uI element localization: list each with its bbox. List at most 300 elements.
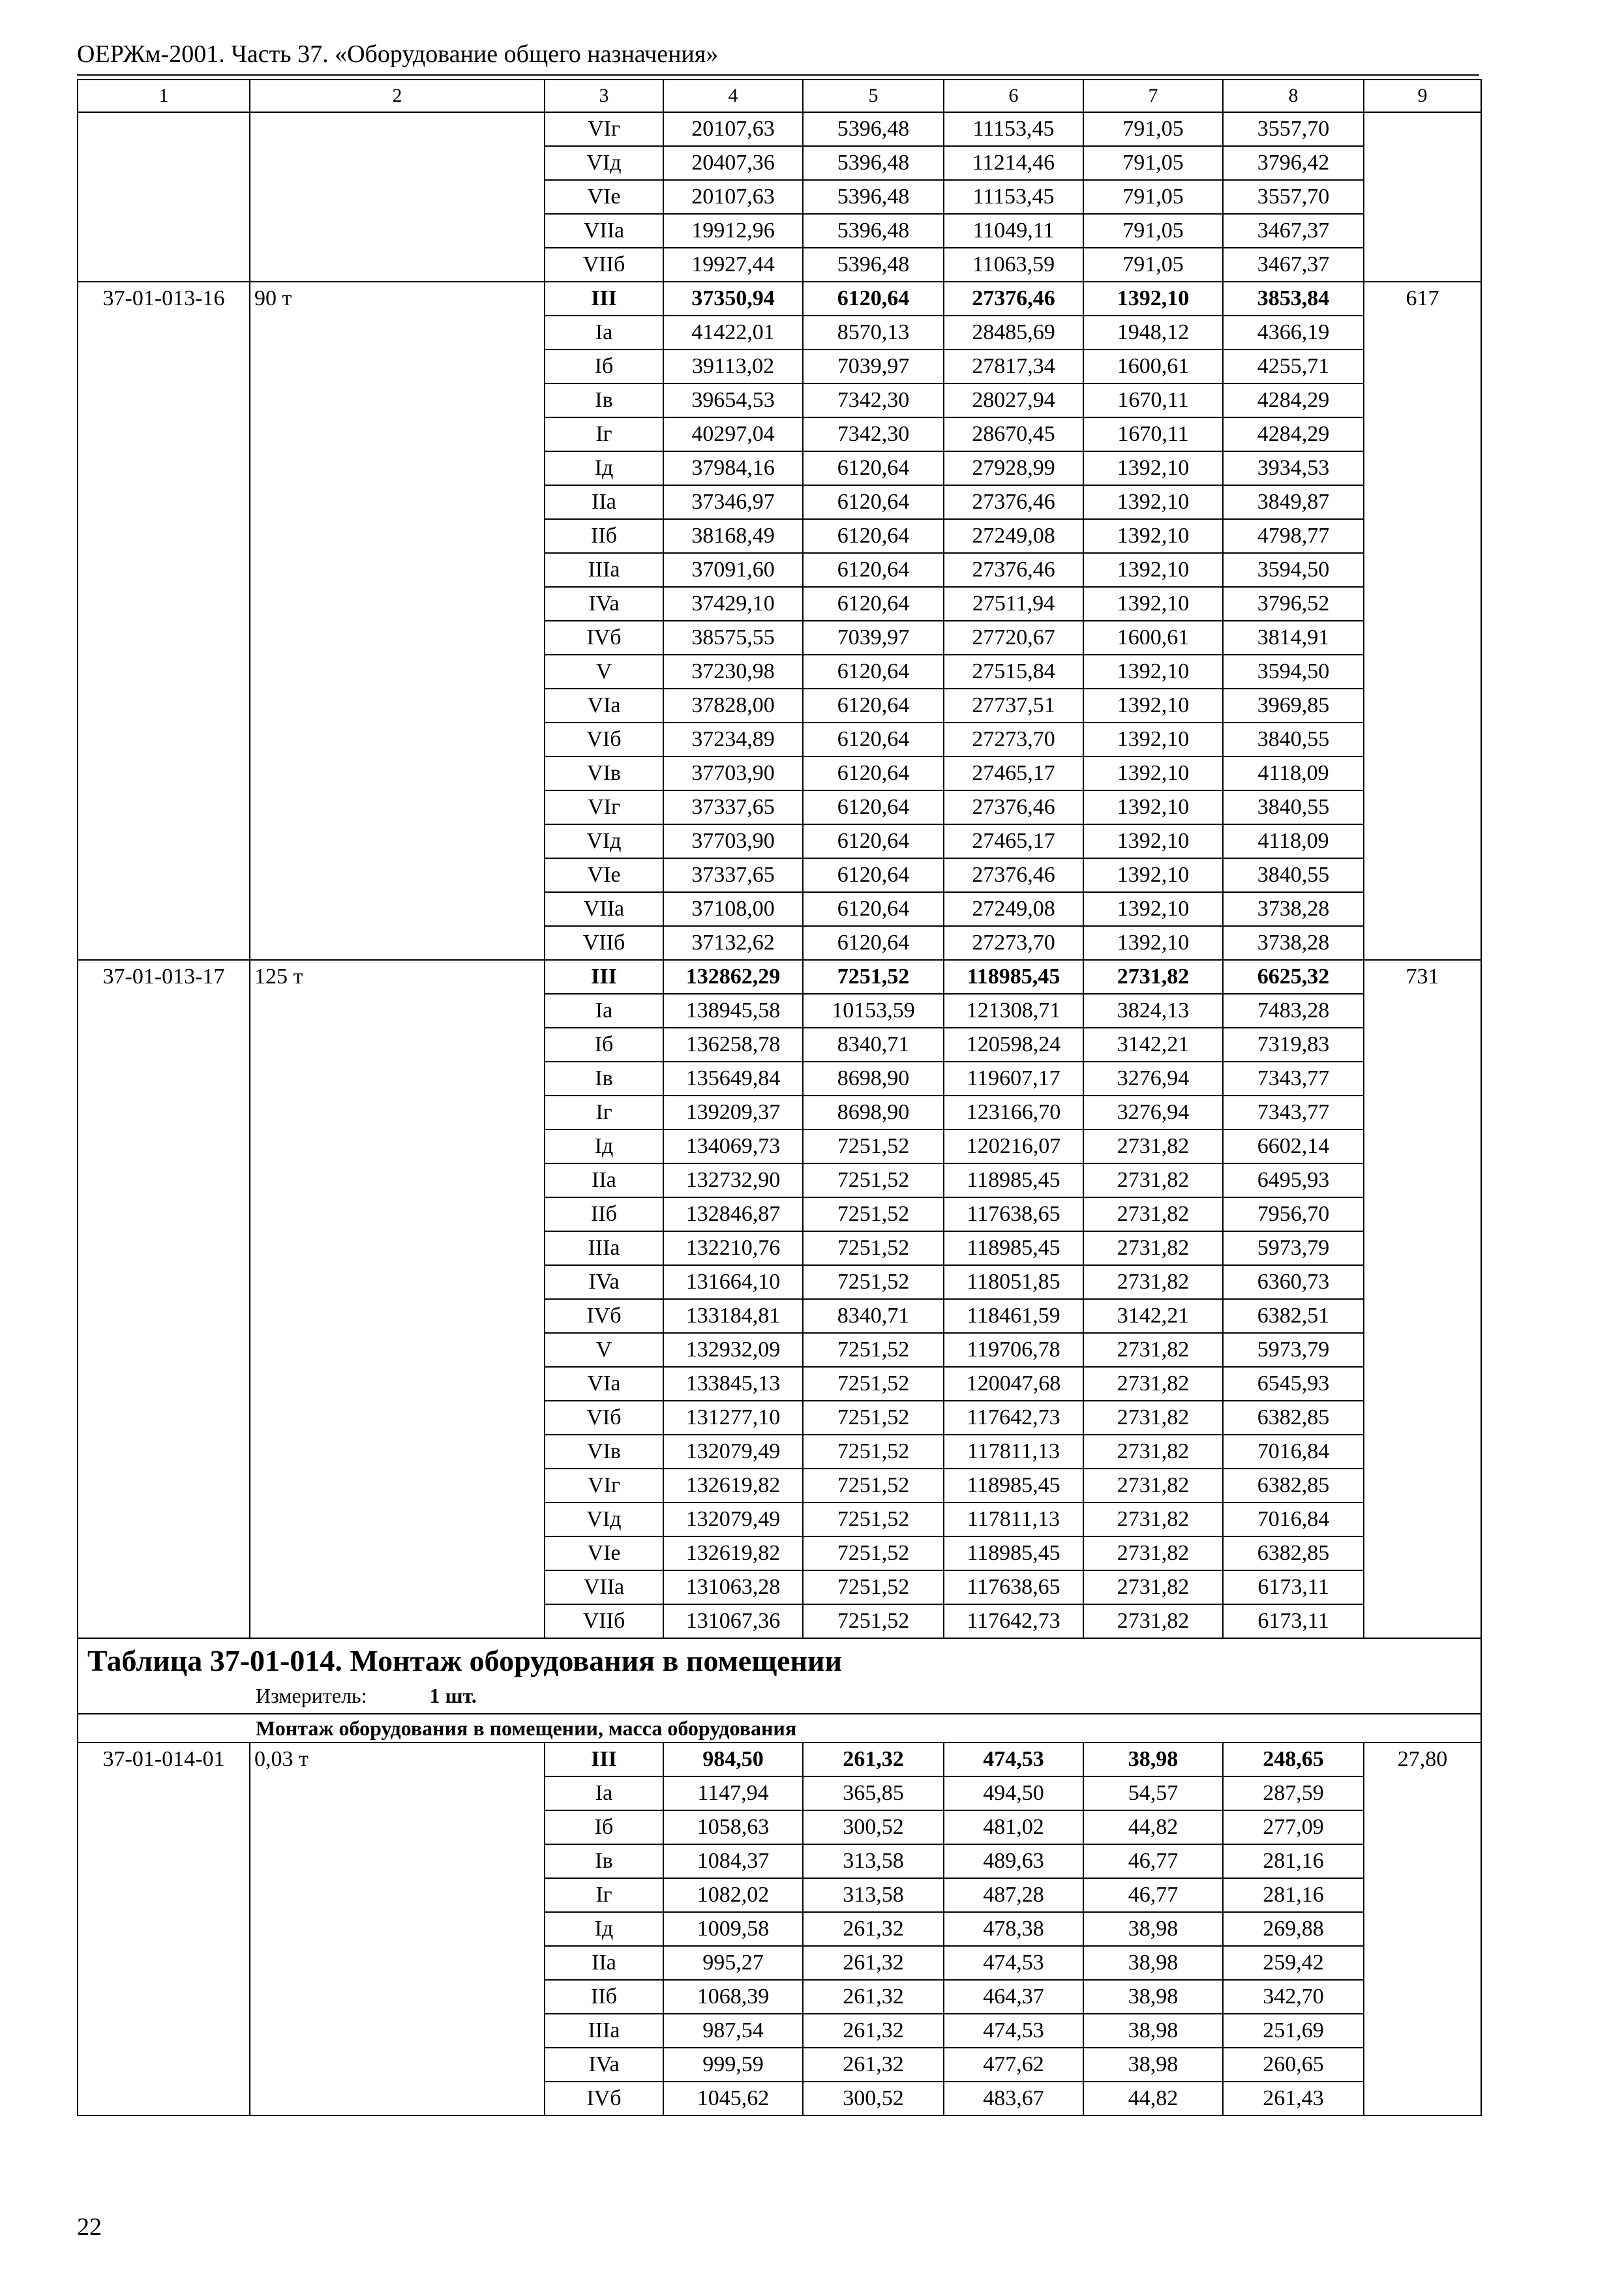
value-cell: 8340,71	[803, 1028, 944, 1062]
value-cell: 27928,99	[944, 451, 1083, 485]
zone-cell: Iг	[545, 417, 663, 451]
value-cell: 3934,53	[1223, 451, 1364, 485]
value-cell: 132932,09	[663, 1333, 803, 1367]
subheading-row	[78, 1714, 1481, 1743]
zone-cell: VIIб	[545, 248, 663, 282]
zone-cell: Iв	[545, 383, 663, 417]
value-cell: 477,62	[944, 2048, 1083, 2082]
rate-code: 37-01-014-01	[78, 1743, 250, 2116]
value-cell: 27249,08	[944, 519, 1083, 553]
value-cell: 132079,49	[663, 1435, 803, 1469]
value-cell: 474,53	[944, 1946, 1083, 1980]
value-cell: 2731,82	[1083, 1333, 1223, 1367]
value-cell: 6120,64	[803, 723, 944, 756]
value-cell: 2731,82	[1083, 1435, 1223, 1469]
value-cell: 2731,82	[1083, 1367, 1223, 1401]
value-cell: 27465,17	[944, 824, 1083, 858]
value-cell: 27720,67	[944, 621, 1083, 655]
value-cell: 474,53	[944, 2014, 1083, 2048]
zone-cell: VIг	[545, 112, 663, 146]
value-cell: 7251,52	[803, 1503, 944, 1536]
zone-cell: V	[545, 655, 663, 689]
value-cell: 7251,52	[803, 1570, 944, 1604]
value-cell: 38,98	[1083, 1980, 1223, 2014]
value-cell: 132619,82	[663, 1536, 803, 1570]
value-cell: 118985,45	[944, 1163, 1083, 1197]
value-cell: 27515,84	[944, 655, 1083, 689]
value-cell: 6120,64	[803, 519, 944, 553]
zone-cell: Ia	[545, 1776, 663, 1810]
value-cell: 2731,82	[1083, 1536, 1223, 1570]
value-cell: 37091,60	[663, 553, 803, 587]
value-cell: 135649,84	[663, 1062, 803, 1096]
value-cell: 259,42	[1223, 1946, 1364, 1980]
zone-cell: VIг	[545, 790, 663, 824]
value-cell: 791,05	[1083, 146, 1223, 180]
value-cell: 37108,00	[663, 892, 803, 926]
header-rule	[77, 74, 1479, 76]
rate-code	[78, 112, 250, 282]
zone-cell: IVб	[545, 2082, 663, 2116]
value-cell: 1392,10	[1083, 824, 1223, 858]
value-cell: 6120,64	[803, 756, 944, 790]
value-cell: 6360,73	[1223, 1265, 1364, 1299]
value-cell: 6120,64	[803, 858, 944, 892]
zone-cell: VIe	[545, 1536, 663, 1570]
value-cell: 261,32	[803, 2048, 944, 2082]
value-cell: 2731,82	[1083, 1231, 1223, 1265]
zone-cell: III	[545, 960, 663, 994]
zone-cell: Iб	[545, 1810, 663, 1844]
value-cell: 133184,81	[663, 1299, 803, 1333]
rate-name: 0,03 т	[250, 1743, 545, 2116]
value-cell: 7039,97	[803, 350, 944, 383]
value-cell: 11214,46	[944, 146, 1083, 180]
value-cell: 27376,46	[944, 485, 1083, 519]
value-cell: 4255,71	[1223, 350, 1364, 383]
zone-cell: Iв	[545, 1062, 663, 1096]
value-cell: 3276,94	[1083, 1062, 1223, 1096]
value-cell: 2731,82	[1083, 1197, 1223, 1231]
value-cell: 2731,82	[1083, 1163, 1223, 1197]
rate-value: 731	[1364, 960, 1481, 1638]
value-cell: 478,38	[944, 1912, 1083, 1946]
value-cell: 261,43	[1223, 2082, 1364, 2116]
value-cell: 27376,46	[944, 790, 1083, 824]
zone-cell: Iб	[545, 350, 663, 383]
value-cell: 38,98	[1083, 1946, 1223, 1980]
value-cell: 7342,30	[803, 383, 944, 417]
value-cell: 120598,24	[944, 1028, 1083, 1062]
table-row	[78, 112, 1481, 146]
value-cell: 6120,64	[803, 824, 944, 858]
value-cell: 37703,90	[663, 756, 803, 790]
value-cell: 6382,85	[1223, 1469, 1364, 1503]
value-cell: 5396,48	[803, 112, 944, 146]
value-cell: 1670,11	[1083, 417, 1223, 451]
zone-cell: IIa	[545, 1163, 663, 1197]
value-cell: 3142,21	[1083, 1299, 1223, 1333]
value-cell: 5973,79	[1223, 1333, 1364, 1367]
value-cell: 2731,82	[1083, 1469, 1223, 1503]
zone-cell: VIIб	[545, 1604, 663, 1638]
zone-cell: IVб	[545, 621, 663, 655]
value-cell: 3849,87	[1223, 485, 1364, 519]
value-cell: 27376,46	[944, 858, 1083, 892]
value-cell: 7342,30	[803, 417, 944, 451]
value-cell: 11153,45	[944, 112, 1083, 146]
value-cell: 7251,52	[803, 1604, 944, 1638]
zone-cell: VIд	[545, 824, 663, 858]
value-cell: 1392,10	[1083, 892, 1223, 926]
value-cell: 3969,85	[1223, 689, 1364, 723]
value-cell: 1670,11	[1083, 383, 1223, 417]
rate-value: 27,80	[1364, 1743, 1481, 2116]
value-cell: 27249,08	[944, 892, 1083, 926]
value-cell: 6382,51	[1223, 1299, 1364, 1333]
value-cell: 6382,85	[1223, 1401, 1364, 1435]
value-cell: 6120,64	[803, 282, 944, 316]
value-cell: 487,28	[944, 1878, 1083, 1912]
subheading: Монтаж оборудования в помещении, масса оборудования	[78, 1714, 1481, 1743]
value-cell: 6495,93	[1223, 1163, 1364, 1197]
value-cell: 136258,78	[663, 1028, 803, 1062]
value-cell: 7251,52	[803, 1435, 944, 1469]
zone-cell: VIIa	[545, 892, 663, 926]
table-body	[78, 80, 1481, 2116]
value-cell: 791,05	[1083, 180, 1223, 214]
value-cell: 281,16	[1223, 1878, 1364, 1912]
value-cell: 4118,09	[1223, 824, 1364, 858]
value-cell: 132210,76	[663, 1231, 803, 1265]
zone-cell: VIa	[545, 689, 663, 723]
value-cell: 38,98	[1083, 1743, 1223, 1776]
value-cell: 342,70	[1223, 1980, 1364, 2014]
value-cell: 11049,11	[944, 214, 1083, 248]
value-cell: 4118,09	[1223, 756, 1364, 790]
value-cell: 37230,98	[663, 655, 803, 689]
zone-cell: VIe	[545, 858, 663, 892]
table-title-row	[78, 1638, 1481, 1714]
zone-cell: VIд	[545, 146, 663, 180]
value-cell: 46,77	[1083, 1878, 1223, 1912]
value-cell: 1392,10	[1083, 553, 1223, 587]
value-cell: 2731,82	[1083, 1570, 1223, 1604]
table-row	[78, 960, 1481, 994]
value-cell: 1392,10	[1083, 689, 1223, 723]
value-cell: 6120,64	[803, 485, 944, 519]
value-cell: 3840,55	[1223, 858, 1364, 892]
rate-code: 37-01-013-17	[78, 960, 250, 1638]
value-cell: 138945,58	[663, 994, 803, 1028]
value-cell: 8570,13	[803, 316, 944, 350]
value-cell: 7251,52	[803, 1265, 944, 1299]
value-cell: 6382,85	[1223, 1536, 1364, 1570]
zone-cell: V	[545, 1333, 663, 1367]
value-cell: 131664,10	[663, 1265, 803, 1299]
value-cell: 7956,70	[1223, 1197, 1364, 1231]
value-cell: 251,69	[1223, 2014, 1364, 2048]
value-cell: 38,98	[1083, 1912, 1223, 1946]
value-cell: 1392,10	[1083, 926, 1223, 960]
value-cell: 118985,45	[944, 1469, 1083, 1503]
zone-cell: VIe	[545, 180, 663, 214]
column-number: 1	[78, 80, 250, 112]
value-cell: 7251,52	[803, 1163, 944, 1197]
zone-cell: Iв	[545, 1844, 663, 1878]
value-cell: 27376,46	[944, 553, 1083, 587]
zone-cell: VIв	[545, 756, 663, 790]
value-cell: 133845,13	[663, 1367, 803, 1401]
value-cell: 6120,64	[803, 553, 944, 587]
value-cell: 3594,50	[1223, 553, 1364, 587]
value-cell: 1392,10	[1083, 282, 1223, 316]
value-cell: 20107,63	[663, 180, 803, 214]
value-cell: 1392,10	[1083, 723, 1223, 756]
value-cell: 39113,02	[663, 350, 803, 383]
zone-cell: VIIa	[545, 1570, 663, 1604]
value-cell: 7319,83	[1223, 1028, 1364, 1062]
value-cell: 37337,65	[663, 790, 803, 824]
value-cell: 131063,28	[663, 1570, 803, 1604]
unit-label: Измеритель:	[256, 1684, 367, 1707]
value-cell: 6120,64	[803, 892, 944, 926]
zone-cell: IVa	[545, 1265, 663, 1299]
zone-cell: IVa	[545, 587, 663, 621]
rate-name	[250, 112, 545, 282]
value-cell: 1392,10	[1083, 451, 1223, 485]
value-cell: 5973,79	[1223, 1231, 1364, 1265]
column-number: 8	[1223, 80, 1364, 112]
value-cell: 3467,37	[1223, 248, 1364, 282]
value-cell: 313,58	[803, 1878, 944, 1912]
value-cell: 984,50	[663, 1743, 803, 1776]
value-cell: 260,65	[1223, 2048, 1364, 2082]
value-cell: 474,53	[944, 1743, 1083, 1776]
value-cell: 2731,82	[1083, 1401, 1223, 1435]
value-cell: 7251,52	[803, 1536, 944, 1570]
value-cell: 19912,96	[663, 214, 803, 248]
value-cell: 483,67	[944, 2082, 1083, 2116]
value-cell: 37346,97	[663, 485, 803, 519]
value-cell: 117642,73	[944, 1401, 1083, 1435]
value-cell: 3814,91	[1223, 621, 1364, 655]
column-number: 4	[663, 80, 803, 112]
value-cell: 1045,62	[663, 2082, 803, 2116]
value-cell: 139209,37	[663, 1096, 803, 1130]
zone-cell: IIIa	[545, 553, 663, 587]
zone-cell: Ia	[545, 316, 663, 350]
value-cell: 261,32	[803, 1980, 944, 2014]
value-cell: 54,57	[1083, 1776, 1223, 1810]
value-cell: 37350,94	[663, 282, 803, 316]
value-cell: 1392,10	[1083, 485, 1223, 519]
value-cell: 2731,82	[1083, 1130, 1223, 1163]
value-cell: 7251,52	[803, 960, 944, 994]
zone-cell: VIд	[545, 1503, 663, 1536]
value-cell: 987,54	[663, 2014, 803, 2048]
zone-cell: VIв	[545, 1435, 663, 1469]
zone-cell: Iд	[545, 451, 663, 485]
value-cell: 6602,14	[1223, 1130, 1364, 1163]
value-cell: 37132,62	[663, 926, 803, 960]
value-cell: 3840,55	[1223, 790, 1364, 824]
value-cell: 1392,10	[1083, 858, 1223, 892]
value-cell: 28670,45	[944, 417, 1083, 451]
value-cell: 1392,10	[1083, 519, 1223, 553]
value-cell: 6173,11	[1223, 1570, 1364, 1604]
value-cell: 37429,10	[663, 587, 803, 621]
rate-value: 617	[1364, 282, 1481, 960]
value-cell: 118051,85	[944, 1265, 1083, 1299]
zone-cell: Iг	[545, 1878, 663, 1912]
value-cell: 4284,29	[1223, 417, 1364, 451]
value-cell: 464,37	[944, 1980, 1083, 2014]
table-row	[78, 282, 1481, 316]
value-cell: 132079,49	[663, 1503, 803, 1536]
column-number: 6	[944, 80, 1083, 112]
value-cell: 3796,52	[1223, 587, 1364, 621]
column-number: 2	[250, 80, 545, 112]
price-table	[77, 79, 1481, 2116]
value-cell: 1600,61	[1083, 350, 1223, 383]
value-cell: 7039,97	[803, 621, 944, 655]
value-cell: 3738,28	[1223, 892, 1364, 926]
zone-cell: III	[545, 282, 663, 316]
value-cell: 20107,63	[663, 112, 803, 146]
value-cell: 120216,07	[944, 1130, 1083, 1163]
value-cell: 117638,65	[944, 1570, 1083, 1604]
zone-cell: III	[545, 1743, 663, 1776]
value-cell: 4798,77	[1223, 519, 1364, 553]
value-cell: 5396,48	[803, 214, 944, 248]
value-cell: 1084,37	[663, 1844, 803, 1878]
table-title-cell	[78, 1638, 1481, 1714]
value-cell: 3824,13	[1083, 994, 1223, 1028]
zone-cell: VIIa	[545, 214, 663, 248]
value-cell: 3738,28	[1223, 926, 1364, 960]
value-cell: 277,09	[1223, 1810, 1364, 1844]
value-cell: 7251,52	[803, 1197, 944, 1231]
value-cell: 6120,64	[803, 790, 944, 824]
zone-cell: IIб	[545, 1980, 663, 2014]
value-cell: 118461,59	[944, 1299, 1083, 1333]
zone-cell: VIг	[545, 1469, 663, 1503]
value-cell: 8698,90	[803, 1096, 944, 1130]
value-cell: 3594,50	[1223, 655, 1364, 689]
value-cell: 131277,10	[663, 1401, 803, 1435]
zone-cell: IIб	[545, 519, 663, 553]
value-cell: 132732,90	[663, 1163, 803, 1197]
value-cell: 7343,77	[1223, 1096, 1364, 1130]
value-cell: 117642,73	[944, 1604, 1083, 1638]
page-header: ОЕРЖм-2001. Часть 37. «Оборудование общего назначения»	[77, 40, 719, 68]
column-number: 9	[1364, 80, 1481, 112]
value-cell: 1948,12	[1083, 316, 1223, 350]
value-cell: 117638,65	[944, 1197, 1083, 1231]
value-cell: 44,82	[1083, 1810, 1223, 1844]
value-cell: 117811,13	[944, 1503, 1083, 1536]
zone-cell: VIб	[545, 1401, 663, 1435]
value-cell: 3142,21	[1083, 1028, 1223, 1062]
zone-cell: VIa	[545, 1367, 663, 1401]
value-cell: 7251,52	[803, 1333, 944, 1367]
value-cell: 7483,28	[1223, 994, 1364, 1028]
column-number: 5	[803, 80, 944, 112]
zone-cell: Ia	[545, 994, 663, 1028]
value-cell: 494,50	[944, 1776, 1083, 1810]
value-cell: 37337,65	[663, 858, 803, 892]
value-cell: 995,27	[663, 1946, 803, 1980]
rate-value	[1364, 112, 1481, 282]
value-cell: 1009,58	[663, 1912, 803, 1946]
value-cell: 38575,55	[663, 621, 803, 655]
value-cell: 6545,93	[1223, 1367, 1364, 1401]
value-cell: 27376,46	[944, 282, 1083, 316]
page-number: 22	[77, 2213, 102, 2241]
zone-cell: IIIa	[545, 2014, 663, 2048]
value-cell: 119607,17	[944, 1062, 1083, 1096]
value-cell: 1392,10	[1083, 655, 1223, 689]
value-cell: 28485,69	[944, 316, 1083, 350]
value-cell: 19927,44	[663, 248, 803, 282]
value-cell: 7251,52	[803, 1401, 944, 1435]
rate-name: 90 т	[250, 282, 545, 960]
value-cell: 261,32	[803, 1912, 944, 1946]
column-number: 7	[1083, 80, 1223, 112]
value-cell: 4284,29	[1223, 383, 1364, 417]
value-cell: 7251,52	[803, 1130, 944, 1163]
value-cell: 2731,82	[1083, 1503, 1223, 1536]
value-cell: 27273,70	[944, 723, 1083, 756]
value-cell: 791,05	[1083, 112, 1223, 146]
value-cell: 1082,02	[663, 1878, 803, 1912]
value-cell: 3557,70	[1223, 112, 1364, 146]
value-cell: 132846,87	[663, 1197, 803, 1231]
value-cell: 5396,48	[803, 248, 944, 282]
value-cell: 3840,55	[1223, 723, 1364, 756]
value-cell: 1392,10	[1083, 790, 1223, 824]
value-cell: 6120,64	[803, 655, 944, 689]
value-cell: 27817,34	[944, 350, 1083, 383]
value-cell: 1600,61	[1083, 621, 1223, 655]
value-cell: 132619,82	[663, 1469, 803, 1503]
value-cell: 46,77	[1083, 1844, 1223, 1878]
value-cell: 7251,52	[803, 1231, 944, 1265]
value-cell: 134069,73	[663, 1130, 803, 1163]
value-cell: 121308,71	[944, 994, 1083, 1028]
value-cell: 123166,70	[944, 1096, 1083, 1130]
value-cell: 11153,45	[944, 180, 1083, 214]
zone-cell: Iд	[545, 1912, 663, 1946]
value-cell: 7343,77	[1223, 1062, 1364, 1096]
value-cell: 132862,29	[663, 960, 803, 994]
value-cell: 27273,70	[944, 926, 1083, 960]
value-cell: 2731,82	[1083, 1265, 1223, 1299]
value-cell: 8698,90	[803, 1062, 944, 1096]
value-cell: 3557,70	[1223, 180, 1364, 214]
value-cell: 27465,17	[944, 756, 1083, 790]
value-cell: 5396,48	[803, 146, 944, 180]
value-cell: 1058,63	[663, 1810, 803, 1844]
value-cell: 7251,52	[803, 1367, 944, 1401]
value-cell: 3467,37	[1223, 214, 1364, 248]
value-cell: 41422,01	[663, 316, 803, 350]
value-cell: 27737,51	[944, 689, 1083, 723]
zone-cell: IVa	[545, 2048, 663, 2082]
column-number: 3	[545, 80, 663, 112]
rate-code: 37-01-013-16	[78, 282, 250, 960]
